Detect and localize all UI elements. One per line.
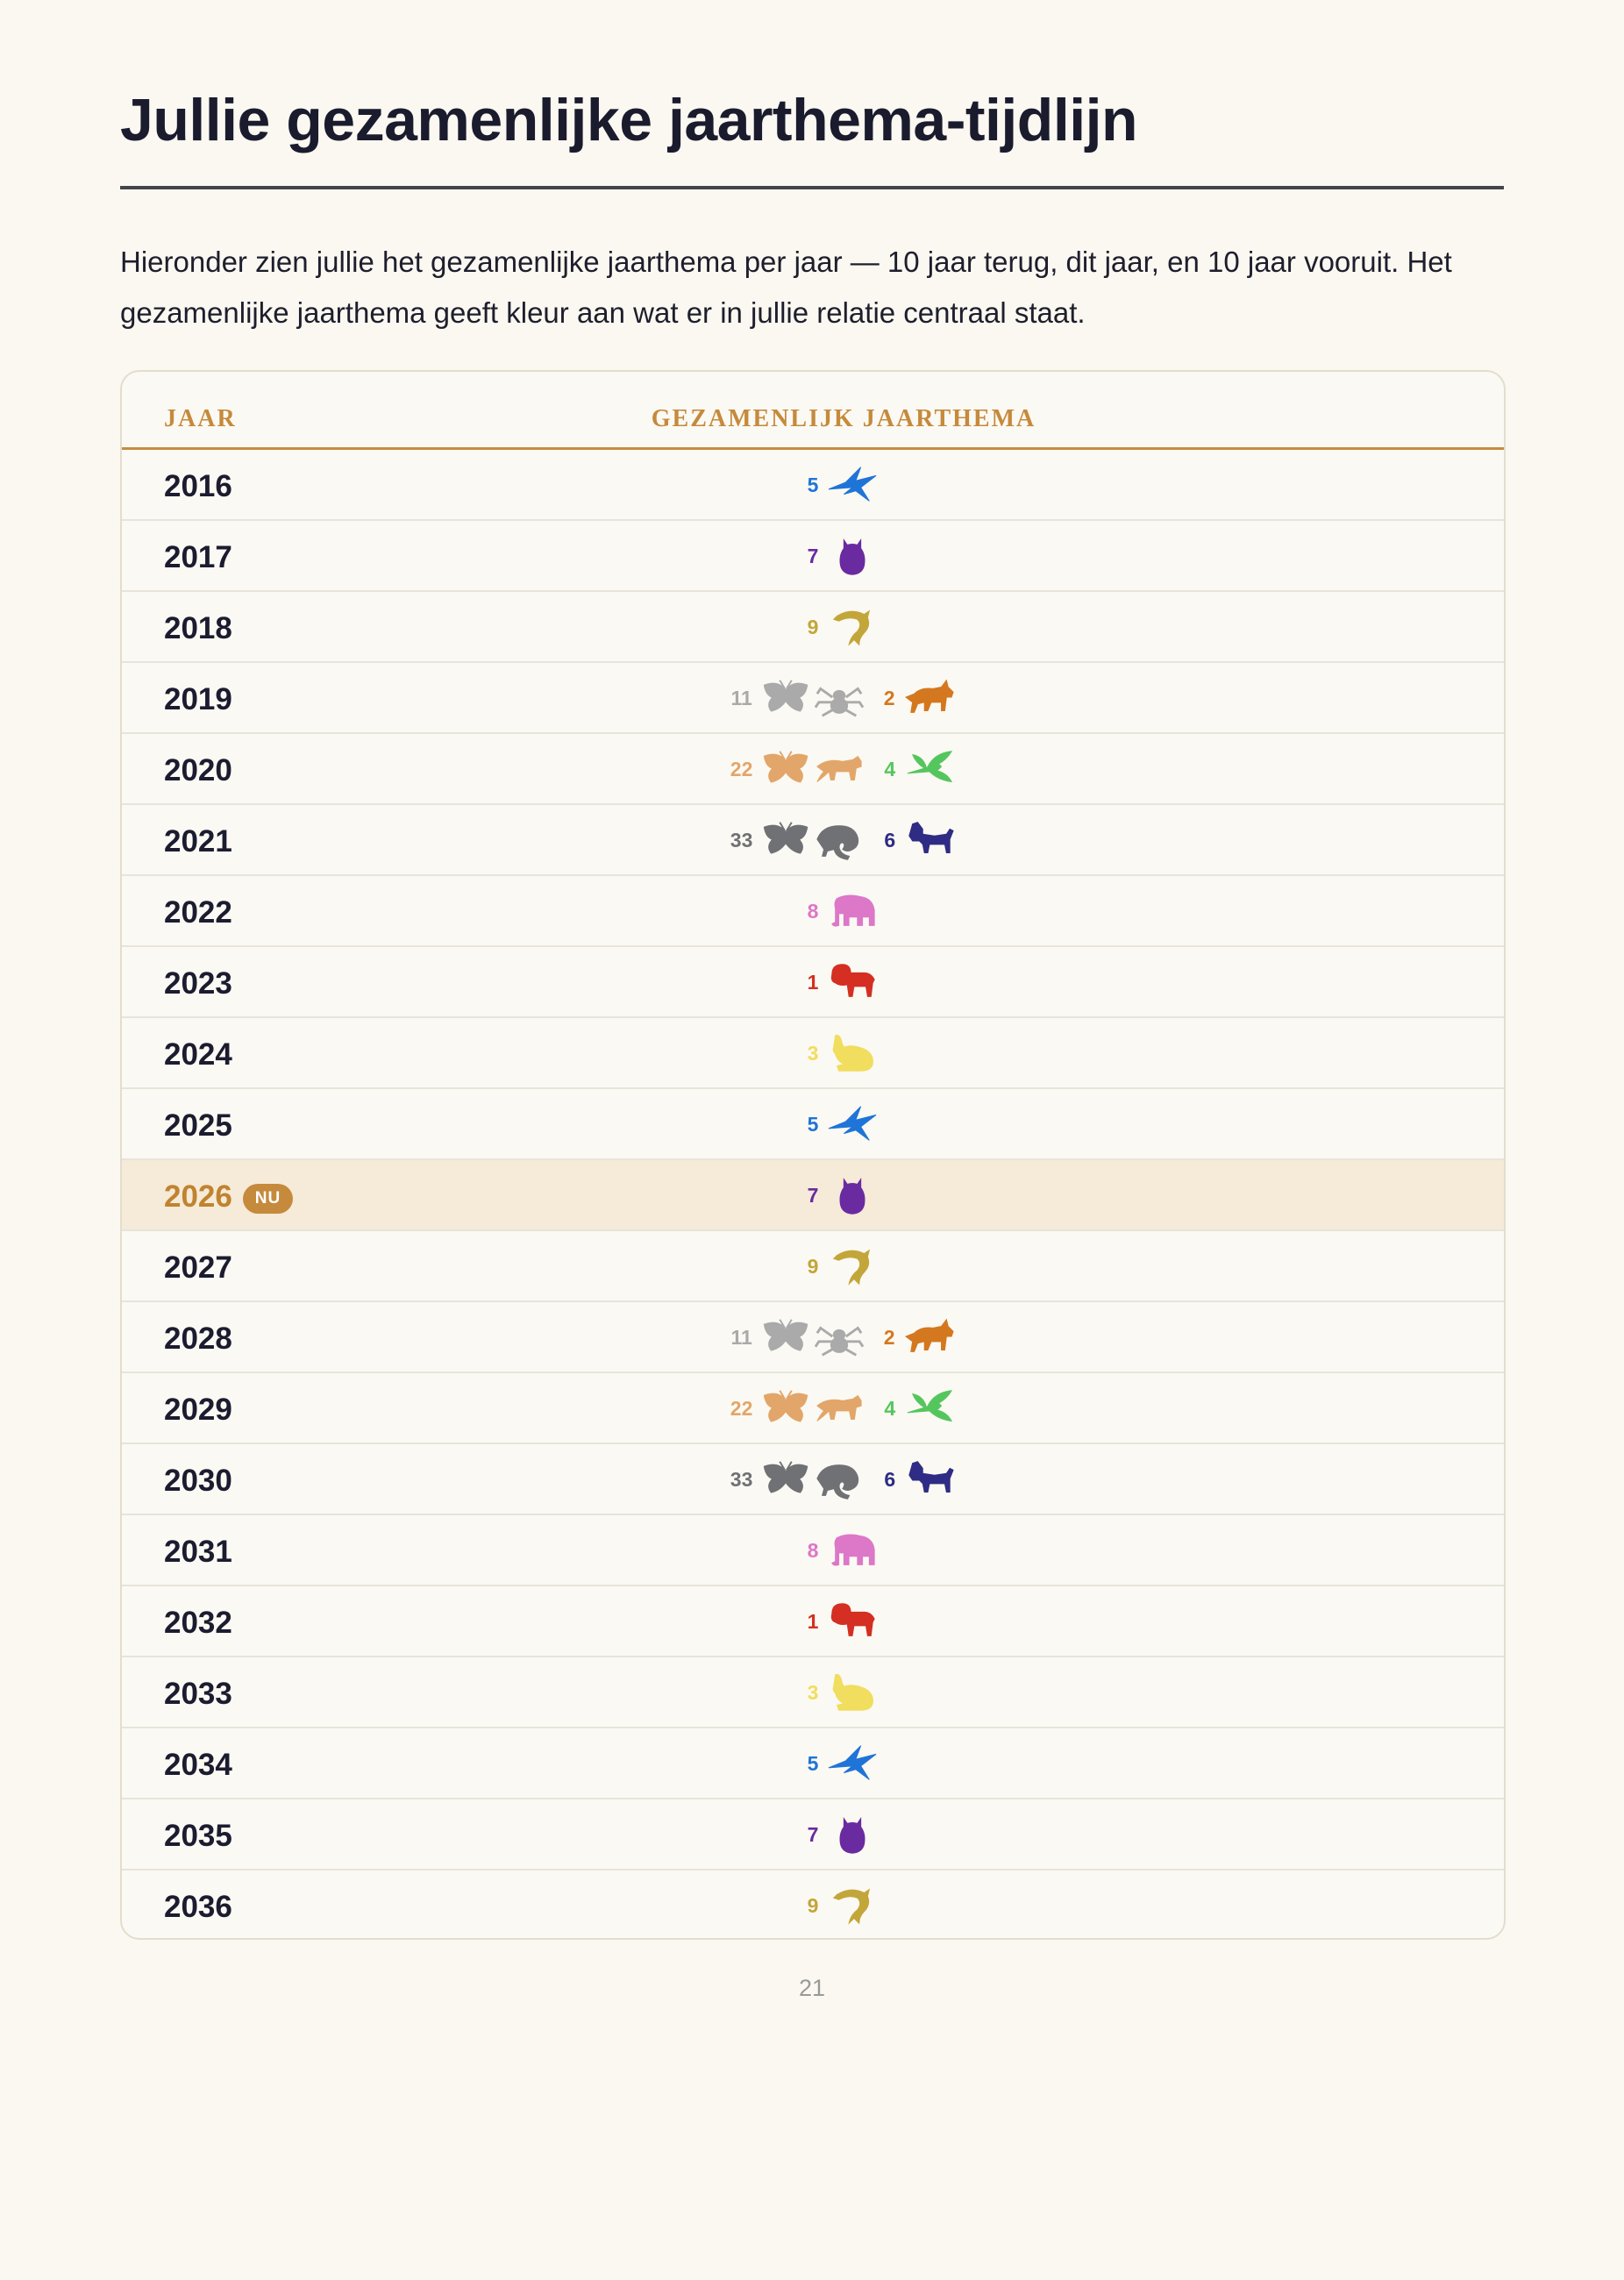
row-year: 2028: [164, 1322, 232, 1356]
theme-cell: [122, 1668, 1504, 1717]
butterfly-icon: [761, 747, 812, 791]
theme-number: 7: [807, 1183, 819, 1207]
row-year: 2021: [164, 824, 232, 859]
theme-cell: [122, 1739, 1504, 1788]
owl-icon: [827, 534, 878, 578]
theme-number: 33: [730, 1467, 753, 1491]
theme-group: [884, 1384, 957, 1433]
theme-number: 9: [807, 615, 819, 638]
table-row: [122, 1515, 1504, 1586]
theme-group: [808, 1242, 880, 1291]
theme-cell: [122, 1313, 1504, 1362]
theme-group: [884, 1313, 957, 1362]
theme-number: 1: [807, 1609, 819, 1633]
row-year: 2029: [164, 1393, 232, 1427]
row-year: 2036: [164, 1890, 232, 1924]
lion-icon: [827, 960, 878, 1004]
row-year: 2024: [164, 1037, 232, 1072]
table-row: [122, 734, 1504, 805]
theme-number: 9: [807, 1254, 819, 1278]
table-row: [122, 947, 1504, 1018]
lion-icon: [827, 1600, 878, 1643]
row-year: 2031: [164, 1535, 232, 1569]
wolf-icon: [904, 676, 955, 720]
theme-group: [808, 1100, 880, 1149]
theme-group: [808, 1171, 880, 1220]
theme-number: 7: [807, 1822, 819, 1846]
theme-number: 22: [730, 1396, 753, 1420]
dolphin-icon: [827, 605, 878, 649]
table-row: [122, 663, 1504, 734]
theme-number: 4: [884, 1396, 896, 1420]
theme-group: [808, 531, 880, 581]
row-year: 2016: [164, 469, 232, 503]
theme-number: 1: [807, 970, 819, 994]
theme-group: [808, 1881, 880, 1930]
table-row: [122, 1160, 1504, 1231]
theme-cell: [122, 460, 1504, 509]
theme-cell: [122, 1029, 1504, 1078]
theme-number: 6: [884, 828, 896, 851]
theme-group: [730, 745, 867, 794]
page-title: Jullie gezamenlijke jaarthema-tijdlijn: [120, 87, 1138, 153]
swallow-icon: [827, 1102, 878, 1146]
spider-icon: [814, 1315, 865, 1359]
table-row: [122, 1302, 1504, 1373]
theme-group: [808, 958, 880, 1007]
theme-group: [808, 460, 880, 509]
timeline-table: [120, 370, 1506, 1940]
theme-number: 8: [807, 899, 819, 923]
title-divider: [120, 186, 1504, 189]
theme-group: [808, 602, 880, 652]
wolf-icon: [904, 1315, 955, 1359]
dolphin-icon: [827, 1884, 878, 1927]
theme-cell: [122, 816, 1504, 865]
row-year: 2034: [164, 1748, 232, 1782]
theme-cell: [122, 887, 1504, 936]
table-row: [122, 1657, 1504, 1728]
theme-number: 5: [807, 1112, 819, 1136]
theme-cell: [122, 1810, 1504, 1859]
row-year: 2025: [164, 1108, 232, 1143]
theme-group: [808, 1739, 880, 1788]
theme-group: [808, 887, 880, 936]
butterfly-icon: [761, 676, 812, 720]
jaguar-icon: [814, 747, 865, 791]
column-header-theme: GEZAMENLIJK JAARTHEMA: [651, 405, 1036, 432]
row-year: 2027: [164, 1250, 232, 1285]
table-row: [122, 805, 1504, 876]
theme-group: [808, 1029, 880, 1078]
theme-number: 8: [807, 1538, 819, 1562]
theme-number: 33: [730, 828, 753, 851]
theme-group: [730, 816, 867, 865]
table-row: [122, 1373, 1504, 1444]
theme-group: [730, 673, 865, 723]
row-year: 2026: [164, 1179, 232, 1214]
butterfly-icon: [761, 1457, 812, 1501]
swallow-icon: [827, 1742, 878, 1785]
elephant-icon: [827, 1528, 878, 1572]
rabbit-icon: [827, 1031, 878, 1075]
table-row: [122, 1799, 1504, 1870]
theme-group: [730, 1455, 867, 1504]
jaguar-icon: [814, 1386, 865, 1430]
butterfly-icon: [761, 1386, 812, 1430]
column-header-year: JAAR: [164, 405, 237, 432]
theme-group: [884, 816, 957, 865]
row-year: 2020: [164, 753, 232, 787]
theme-group: [808, 1810, 880, 1859]
dog-icon: [904, 818, 955, 862]
theme-cell: [122, 1171, 1504, 1220]
theme-number: 5: [807, 473, 819, 496]
theme-group: [884, 673, 957, 723]
table-row: [122, 521, 1504, 592]
table-row: [122, 876, 1504, 947]
theme-group: [808, 1597, 880, 1646]
spider-icon: [814, 676, 865, 720]
row-year: 2033: [164, 1677, 232, 1711]
owl-icon: [827, 1173, 878, 1217]
theme-cell: [122, 673, 1504, 723]
row-year: 2030: [164, 1464, 232, 1498]
theme-cell: [122, 1100, 1504, 1149]
dog-icon: [904, 1457, 955, 1501]
theme-cell: [122, 602, 1504, 652]
theme-group: [884, 1455, 957, 1504]
owl-icon: [827, 1813, 878, 1856]
theme-group: [808, 1526, 880, 1575]
table-row: [122, 1870, 1504, 1940]
table-body: [122, 450, 1504, 1940]
table-row: [122, 1728, 1504, 1799]
theme-cell: [122, 531, 1504, 581]
theme-number: 3: [807, 1680, 819, 1704]
elephant-icon: [827, 889, 878, 933]
butterfly-icon: [761, 818, 812, 862]
page-number: 21: [798, 1975, 826, 2001]
table-row: [122, 1018, 1504, 1089]
theme-cell: [122, 1881, 1504, 1930]
table-row: [122, 592, 1504, 663]
table-header: [122, 372, 1504, 450]
butterfly-icon: [761, 1315, 812, 1359]
chameleon-icon: [814, 818, 865, 862]
theme-cell: [122, 958, 1504, 1007]
theme-number: 7: [807, 544, 819, 567]
row-year: 2019: [164, 682, 232, 716]
theme-number: 5: [807, 1751, 819, 1775]
dragonfly-icon: [904, 1386, 955, 1430]
table-row: [122, 1586, 1504, 1657]
swallow-icon: [827, 463, 878, 507]
theme-number: 9: [807, 1893, 819, 1917]
table-row: [122, 1231, 1504, 1302]
current-year-badge: NU: [243, 1184, 293, 1214]
row-year: 2018: [164, 611, 232, 645]
theme-cell: [122, 1597, 1504, 1646]
row-year: 2023: [164, 966, 232, 1001]
theme-group: [884, 745, 957, 794]
row-year: 2032: [164, 1606, 232, 1640]
theme-cell: [122, 1242, 1504, 1291]
theme-group: [730, 1384, 867, 1433]
row-year: 2035: [164, 1819, 232, 1853]
dragonfly-icon: [904, 747, 955, 791]
theme-group: [808, 1668, 880, 1717]
theme-number: 11: [730, 1325, 752, 1349]
theme-cell: [122, 1455, 1504, 1504]
rabbit-icon: [827, 1671, 878, 1714]
row-year: 2017: [164, 540, 232, 574]
chameleon-icon: [814, 1457, 865, 1501]
theme-number: 2: [883, 686, 895, 709]
theme-cell: [122, 1384, 1504, 1433]
theme-number: 3: [807, 1041, 819, 1065]
intro-text: Hieronder zien jullie het gezamenlijke jaarthema per jaar — 10 jaar terug, dit jaar, en 10 jaar vooruit. Het gezamenlijke jaarthema geeft kleur aan wat er in jullie relatie centraal staat.: [120, 246, 1452, 329]
theme-number: 2: [883, 1325, 895, 1349]
dolphin-icon: [827, 1244, 878, 1288]
theme-number: 6: [884, 1467, 896, 1491]
table-row: [122, 1444, 1504, 1515]
theme-cell: [122, 1526, 1504, 1575]
theme-cell: [122, 745, 1504, 794]
theme-number: 22: [730, 757, 753, 780]
theme-group: [730, 1313, 865, 1362]
row-year: 2022: [164, 895, 232, 930]
theme-number: 11: [730, 686, 752, 709]
theme-number: 4: [884, 757, 896, 780]
table-row: [122, 450, 1504, 521]
table-row: [122, 1089, 1504, 1160]
